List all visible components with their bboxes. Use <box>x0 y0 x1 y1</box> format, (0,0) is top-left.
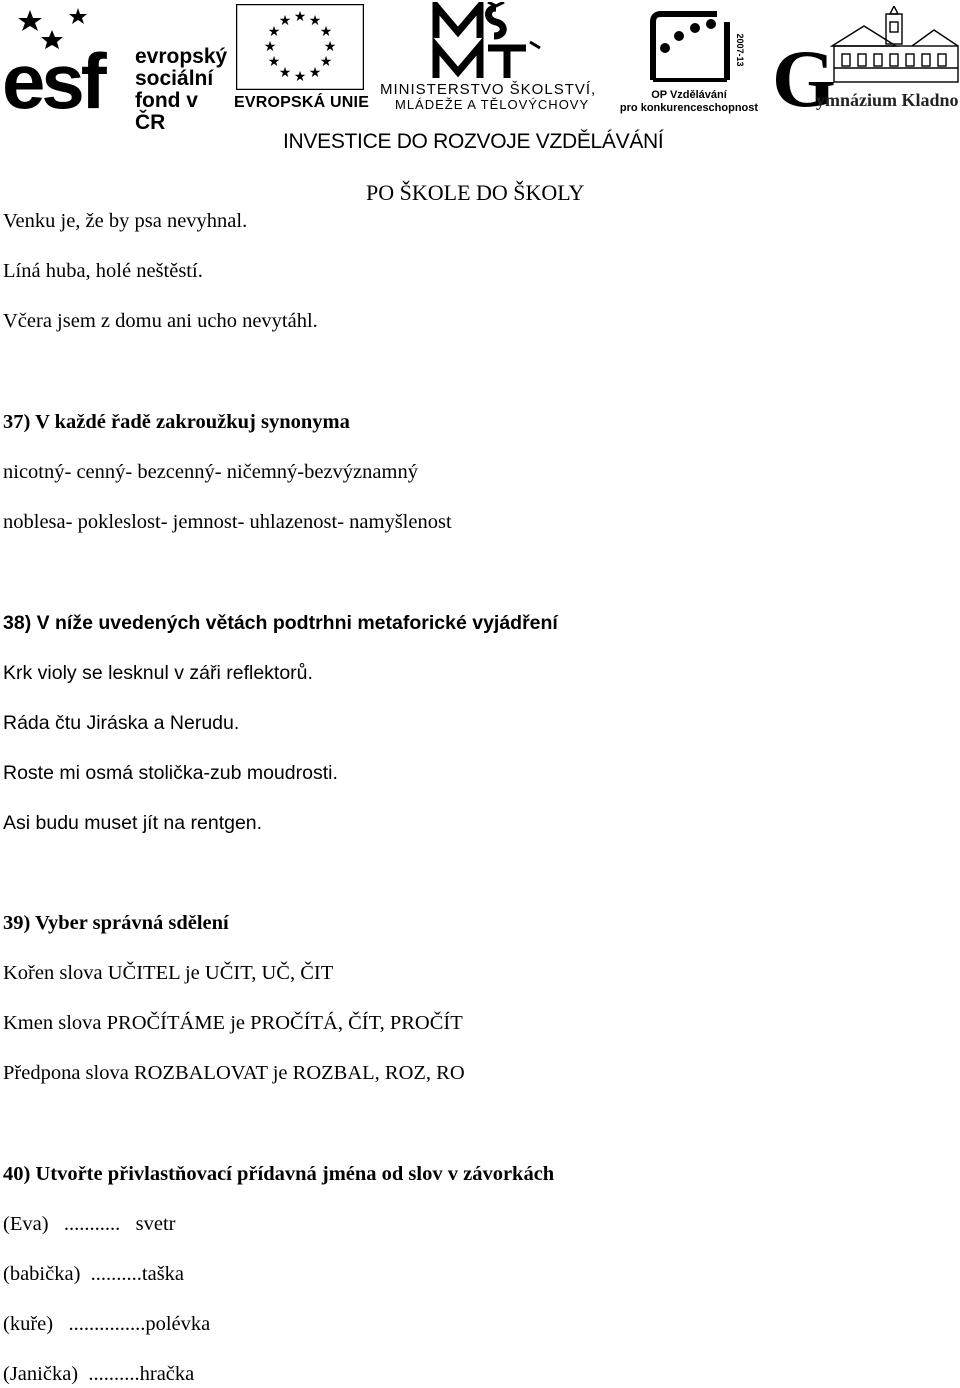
esf-caption <box>135 46 227 134</box>
task38-row: Roste mi osmá stolička-zub moudrosti. <box>3 762 338 784</box>
intro-line: Líná huba, holé neštěstí. <box>3 260 203 282</box>
esf-caption-line: evropský <box>135 45 228 68</box>
esf-caption-line: sociální <box>135 67 214 90</box>
svg-text:★: ★ <box>278 13 292 29</box>
msmt-caption-line1: MINISTERSTVO ŠKOLSTVÍ, <box>380 81 597 98</box>
eu-caption: EVROPSKÁ UNIE <box>234 94 370 111</box>
svg-text:G: G <box>772 33 836 114</box>
task40-row: (babička) ..........taška <box>3 1263 185 1285</box>
esf-mark-icon <box>2 4 130 112</box>
svg-text:★: ★ <box>319 24 333 40</box>
svg-text:★: ★ <box>323 39 337 55</box>
svg-text:★: ★ <box>293 9 307 25</box>
svg-text:★: ★ <box>278 65 292 81</box>
task40-row: (kuře) ...............polévka <box>3 1313 211 1335</box>
svg-text:★: ★ <box>319 54 333 70</box>
task38-row: Krk violy se lesknul v záři reflektorů. <box>3 662 313 684</box>
msmt-mark-icon <box>430 2 550 80</box>
msmt-caption-line2: MLÁDEŽE A TĚLOVÝCHOVY <box>395 97 590 112</box>
svg-text:★: ★ <box>267 24 281 40</box>
task37-row: noblesa- pokleslost- jemnost- uhlazenost- namyšlenost <box>3 511 452 533</box>
svg-text:★: ★ <box>267 54 281 70</box>
task40-row: (Eva) ........... svetr <box>3 1213 176 1235</box>
header-logos <box>0 0 960 134</box>
op-mark-icon <box>645 6 745 88</box>
gymnazium-logo <box>772 6 960 114</box>
task39-title: 39) Vyber správná sdělení <box>3 912 229 934</box>
task39-row: Kořen slova UČITEL je UČIT, UČ, ČIT <box>3 962 334 984</box>
gymnazium-caption: ymnázium Kladno <box>816 90 959 110</box>
task40-title: 40) Utvořte přivlastňovací přídavná jména od slov v závorkách <box>3 1163 555 1185</box>
msmt-logo <box>375 2 610 112</box>
intro-line: Včera jsem z domu ani ucho nevytáhl. <box>3 310 318 332</box>
task37-row: nicotný- cenný- bezcenný- ničemný-bezvýznamný <box>3 461 418 483</box>
svg-text:2007-13: 2007-13 <box>735 33 745 67</box>
task39-row: Kmen slova PROČÍTÁME je PROČÍTÁ, ČÍT, PROČÍT <box>3 1012 463 1034</box>
esf-logo <box>2 4 228 134</box>
svg-text:★: ★ <box>293 69 307 85</box>
task40-row: (Janička) ..........hračka <box>3 1363 195 1385</box>
svg-text:esf: esf <box>2 37 103 112</box>
intro-line: Venku je, že by psa nevyhnal. <box>3 210 248 232</box>
op-caption-line: OP Vzdělávání <box>651 89 727 101</box>
esf-caption-line: fond v ČR <box>135 89 198 134</box>
svg-text:★: ★ <box>308 65 322 81</box>
task38-title: 38) V níže uvedených větách podtrhni metaforické vyjádření <box>3 612 558 634</box>
investice-banner: INVESTICE DO ROZVOJE VZDĚLÁVÁNÍ <box>283 130 664 153</box>
svg-text:★: ★ <box>308 13 322 29</box>
task38-row: Ráda čtu Jiráska a Nerudu. <box>3 712 240 734</box>
page-heading: PO ŠKOLE DO ŠKOLY <box>366 180 585 205</box>
op-logo <box>612 6 762 112</box>
eu-flag-icon <box>236 4 364 90</box>
task39-row: Předpona slova ROZBALOVAT je ROZBAL, ROZ, RO <box>3 1062 465 1084</box>
op-caption <box>614 89 764 115</box>
svg-text:★: ★ <box>263 39 277 55</box>
eu-logo <box>234 4 368 112</box>
task38-row: Asi budu muset jít na rentgen. <box>3 812 263 834</box>
op-caption-line: pro konkurenceschopnost <box>619 102 759 114</box>
task37-title: 37) V každé řadě zakroužkuj synonyma <box>3 411 350 433</box>
